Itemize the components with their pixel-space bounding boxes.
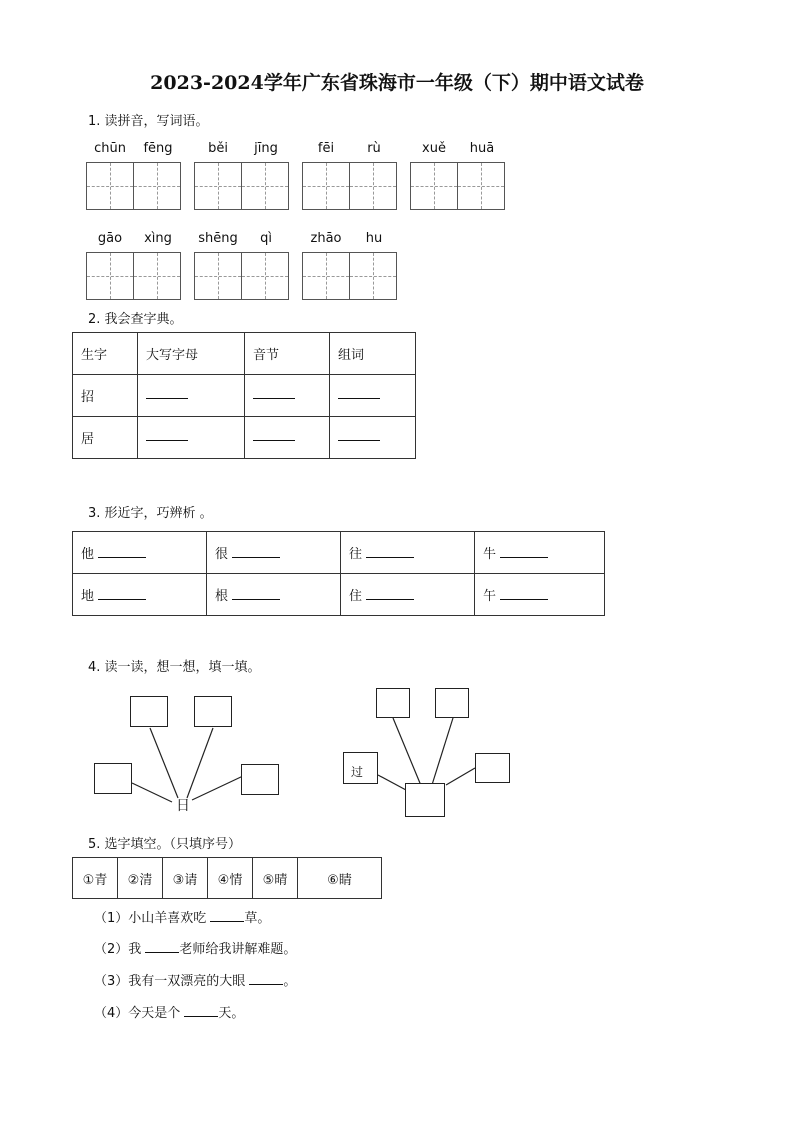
char-label: 他 [81, 547, 95, 562]
pinyin-label: hu [365, 231, 383, 246]
pinyin-cell [350, 140, 398, 210]
connector-line [132, 783, 172, 802]
sentence-text: （3）我有一双漂亮的大眼 [94, 974, 250, 989]
pinyin-group [86, 230, 182, 300]
pinyin-label: zhāo [310, 231, 342, 246]
pinyin-cell [134, 140, 182, 210]
answer-blank[interactable] [338, 398, 380, 399]
sentence-text: 草。 [244, 911, 271, 926]
given-character-box: 过 [343, 752, 378, 784]
similar-characters-table [72, 531, 605, 616]
word-option: ④情 [208, 858, 253, 899]
sentence-text: （1）小山羊喜欢吃 [94, 911, 211, 926]
answer-cell[interactable] [330, 417, 416, 459]
writing-grid[interactable] [349, 252, 397, 300]
writing-grid[interactable] [349, 162, 397, 210]
char-cell[interactable] [341, 574, 475, 616]
pinyin-group [194, 140, 290, 210]
page-title: 2023-2024学年广东省珠海市一年级（下）期中语文试卷 [150, 72, 644, 94]
pinyin-cell [302, 140, 350, 210]
fill-sentence [94, 970, 296, 989]
char-label: 根 [215, 589, 229, 604]
writing-grid[interactable] [241, 252, 289, 300]
word-options-table [72, 857, 382, 899]
pinyin-cell [86, 230, 134, 300]
table-row [73, 417, 416, 459]
writing-grid[interactable] [241, 162, 289, 210]
pinyin-group [302, 140, 398, 210]
pinyin-label: xìng [144, 231, 172, 246]
table-row [73, 375, 416, 417]
pinyin-label: běi [208, 141, 228, 156]
answer-blank[interactable] [98, 557, 146, 558]
answer-cell[interactable] [330, 375, 416, 417]
pinyin-label: huā [469, 141, 495, 156]
word-option: ⑤晴 [253, 858, 298, 899]
word-option: ⑥睛 [298, 858, 382, 899]
pinyin-label: xuě [422, 141, 446, 156]
table-header-row [73, 333, 416, 375]
char-label: 牛 [483, 547, 497, 562]
writing-grid[interactable] [302, 252, 350, 300]
writing-grid[interactable] [410, 162, 458, 210]
pinyin-cell [134, 230, 182, 300]
pinyin-label: fēi [317, 141, 335, 156]
answer-blank[interactable] [366, 599, 414, 600]
answer-box[interactable] [194, 696, 232, 727]
pinyin-cell [242, 230, 290, 300]
pinyin-label: jīng [254, 141, 278, 156]
answer-blank[interactable] [500, 599, 548, 600]
pinyin-cell [302, 230, 350, 300]
table-header: 大写字母 [138, 333, 245, 375]
center-character: 日 [176, 798, 190, 814]
writing-grid[interactable] [194, 162, 242, 210]
char-cell[interactable] [207, 574, 341, 616]
pinyin-group [410, 140, 506, 210]
pinyin-label: chūn [94, 141, 126, 156]
answer-cell[interactable] [245, 417, 330, 459]
pinyin-group [194, 230, 290, 300]
q4-prompt: 4. 读一读，想一想，填一填。 [88, 660, 261, 675]
connector-line [393, 718, 422, 788]
table-row [73, 532, 605, 574]
pinyin-label: fēng [143, 141, 173, 156]
char-label: 往 [349, 547, 363, 562]
answer-box[interactable] [94, 763, 132, 794]
pinyin-label: rù [367, 141, 381, 156]
answer-blank[interactable] [500, 557, 548, 558]
answer-box[interactable] [241, 764, 279, 795]
connector-line [187, 728, 213, 798]
sentence-text: 老师给我讲解难题。 [179, 942, 297, 957]
character-cell: 居 [73, 417, 138, 459]
char-label: 地 [81, 589, 95, 604]
writing-grid[interactable] [86, 162, 134, 210]
writing-grid[interactable] [133, 162, 181, 210]
pinyin-label: shēng [198, 231, 238, 246]
char-label: 很 [215, 547, 229, 562]
answer-blank[interactable] [146, 398, 188, 399]
answer-cell[interactable] [138, 375, 245, 417]
pinyin-label: gāo [97, 231, 123, 246]
char-cell[interactable] [341, 532, 475, 574]
dictionary-table [72, 332, 416, 459]
table-header: 组词 [330, 333, 416, 375]
answer-blank[interactable] [338, 440, 380, 441]
word-option: ②清 [118, 858, 163, 899]
connector-line [446, 768, 475, 785]
fill-sentence [94, 907, 270, 926]
answer-box[interactable] [130, 696, 168, 727]
answer-box[interactable] [475, 753, 510, 783]
char-cell[interactable] [475, 574, 605, 616]
char-cell[interactable] [207, 532, 341, 574]
pinyin-cell [194, 140, 242, 210]
character-cell: 招 [73, 375, 138, 417]
pinyin-cell [458, 140, 506, 210]
table-row [73, 574, 605, 616]
char-cell[interactable] [475, 532, 605, 574]
writing-grid[interactable] [302, 162, 350, 210]
answer-blank[interactable] [98, 599, 146, 600]
pinyin-group [86, 140, 182, 210]
answer-box[interactable] [435, 688, 469, 718]
answer-blank[interactable] [253, 440, 295, 441]
sentence-text: （4）今天是个 [94, 1006, 185, 1021]
answer-blank[interactable] [210, 921, 244, 922]
answer-blank[interactable] [366, 557, 414, 558]
center-answer-box[interactable] [405, 783, 445, 817]
answer-blank[interactable] [145, 952, 179, 953]
sentence-text: （2）我 [94, 942, 146, 957]
answer-blank[interactable] [249, 984, 283, 985]
answer-blank[interactable] [253, 398, 295, 399]
q1-prompt: 1. 读拼音，写词语。 [88, 114, 209, 129]
pinyin-cell [242, 140, 290, 210]
connector-line [192, 776, 243, 800]
answer-blank[interactable] [232, 599, 280, 600]
char-cell[interactable] [73, 574, 207, 616]
sentence-text: 。 [283, 974, 297, 989]
writing-grid[interactable] [194, 252, 242, 300]
q2-prompt: 2. 我会查字典。 [88, 312, 183, 327]
answer-blank[interactable] [146, 440, 188, 441]
fill-sentence [94, 938, 296, 957]
writing-grid[interactable] [86, 252, 134, 300]
table-row [73, 858, 382, 899]
table-header: 音节 [245, 333, 330, 375]
char-cell[interactable] [73, 532, 207, 574]
writing-grid[interactable] [457, 162, 505, 210]
fill-sentence [94, 1002, 244, 1021]
char-label: 午 [483, 589, 497, 604]
pinyin-cell [86, 140, 134, 210]
pinyin-label: qì [260, 231, 272, 246]
q5-prompt: 5. 选字填空。（只填序号） [88, 837, 242, 852]
word-option: ③请 [163, 858, 208, 899]
answer-blank[interactable] [232, 557, 280, 558]
word-option: ①青 [73, 858, 118, 899]
table-header: 生字 [73, 333, 138, 375]
pinyin-cell [410, 140, 458, 210]
connector-line [378, 775, 406, 790]
answer-cell[interactable] [138, 417, 245, 459]
answer-cell[interactable] [245, 375, 330, 417]
connector-line [431, 718, 453, 788]
pinyin-cell [350, 230, 398, 300]
connector-line [150, 728, 178, 798]
q3-prompt: 3. 形近字，巧辨析 。 [88, 506, 213, 521]
sentence-text: 天。 [218, 1006, 245, 1021]
answer-blank[interactable] [184, 1016, 218, 1017]
char-label: 住 [349, 589, 363, 604]
answer-box[interactable] [376, 688, 410, 718]
pinyin-cell [194, 230, 242, 300]
writing-grid[interactable] [133, 252, 181, 300]
pinyin-group [302, 230, 398, 300]
